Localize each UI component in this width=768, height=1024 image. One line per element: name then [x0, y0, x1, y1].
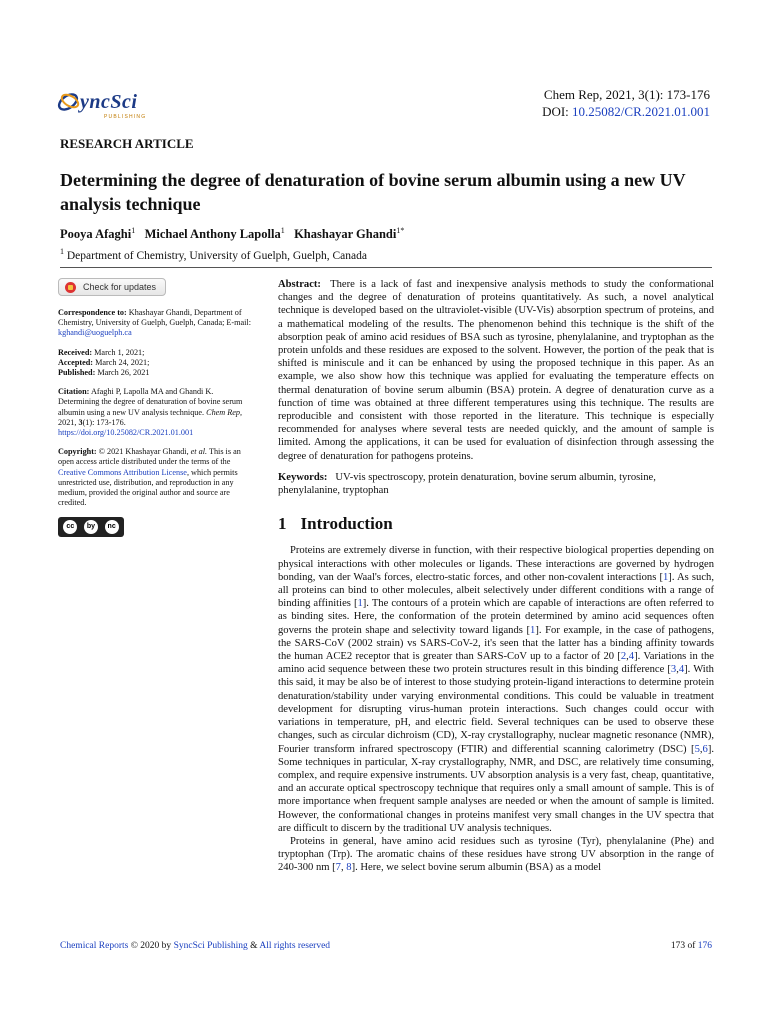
journal-line: Chem Rep, 2021, 3(1): 173-176 [543, 87, 710, 102]
cc-license-link[interactable]: Creative Commons Attribution License [58, 467, 187, 477]
copyright: Copyright: © 2021 Khashayar Ghandi, et al. This is an open access article distributed under the terms of the Creative Commons Attribution License, which permits unrestricted use, distribution, and reproduction in any medium, provided the original author and source are credited. [58, 447, 241, 508]
correspondence: Correspondence to: Khashayar Ghandi, Department of Chemistry, University of Guelph, Guelph, Canada; E-mail: kghandi@uoguelph.ca [58, 308, 251, 338]
ref-link[interactable]: 1 [663, 571, 669, 583]
footer-rights-link[interactable]: All rights reserved [259, 941, 331, 951]
abstract: Abstract: There is a lack of fast and inexpensive analysis methods to study the conformational changes and the degree of denaturation of proteins quantitatively. As such, a novel analytical technique is developed based on the ultraviolet-visible (UV-Vis) absorption spectrum of proteins, and a mathematical modeling of the results. The phenomenon behind this technique is the shift of the absorption peak of amino acid residues of BSA such as tyrosine, phenylalanine, and tryptophan as the protein unfolds and these residues are exposed to the solvent. However, the portion of the peak that is shifted is miniscule and it can be enhanced by using the proposed technique in this paper. As an example, we also show how this technique was applied for evaluating the temperature effects on thermal denaturation of bovine serum albumin (BSA) protein. A degree of denaturation curve as a function of time was obtained at three different temperatures using this technique. The results are reproducible and consistent with those reported in the literature. This technique is especially recommended for analyses where several tests are needed quickly, and the amount of sample is limited. Among the applications, it can be used for evaluation of disinfection through assessing the degree of denaturation for pathogens proteins. [278, 279, 714, 462]
doi-link[interactable]: 10.25082/CR.2021.01.001 [572, 104, 710, 119]
syncsci-logo-icon [56, 88, 82, 116]
total-pages-link[interactable]: 176 [697, 941, 712, 951]
article-title: Determining the degree of denaturation of bovine serum albumin using a new UV analysis technique [60, 170, 686, 214]
footer-publisher-link[interactable]: SyncSci Publishing [173, 941, 248, 951]
ref-link[interactable]: 1 [357, 598, 363, 610]
check-updates-icon [65, 282, 76, 293]
intro-paragraph-2: Proteins in general, have amino acid residues such as tyrosine (Tyr), phenylalanine (Phe) and tryptophan (Trp). The aromatic chains of these residues have strong UV absorption in the range of 240-300 nm [7, 8]. Here, we select bovine serum albumin (BSA) as a model [278, 835, 714, 874]
by-icon: by [84, 520, 98, 534]
ref-link[interactable]: 7 [335, 862, 341, 874]
nc-icon: nc [105, 520, 119, 534]
keywords: Keywords: UV-vis spectroscopy, protein denaturation, bovine serum albumin, tyrosine, phenylalanine, tryptophan [278, 471, 656, 497]
cc-license-badge[interactable] [58, 517, 124, 537]
author-name: Pooya Afaghi [60, 227, 132, 242]
author-name: Khashayar Ghandi [294, 227, 397, 242]
publisher-logo [56, 88, 206, 122]
author-name: Michael Anthony Lapolla [144, 227, 281, 242]
section-heading: 1 Introduction [278, 514, 393, 534]
ref-link[interactable]: 1 [530, 624, 536, 636]
logo-text: yncSci [80, 91, 138, 113]
citation: Citation: Afaghi P, Lapolla MA and Ghandi K. Determining the degree of denaturation of bovine serum albumin using a new UV analysis technique. Chem Rep, 2021, 3(1): 173-176. https://doi.org/10.25082/CR.2021.01.001 [58, 387, 243, 438]
author-list: Pooya Afaghi$^1$ Michael Anthony Lapolla$^1$ Khashayar Ghandi$^{1*}$ [60, 226, 405, 242]
ref-link[interactable]: 2 [620, 651, 627, 663]
ref-link[interactable]: 4 [678, 664, 685, 676]
article-type: RESEARCH ARTICLE [60, 136, 194, 151]
footer-journal-link[interactable]: Chemical Reports [60, 941, 129, 951]
header-divider [60, 267, 712, 268]
ref-link[interactable]: 8 [346, 862, 352, 874]
ref-link[interactable]: 3 [670, 664, 677, 676]
ref-link[interactable]: 5 [694, 743, 700, 755]
doi-line: DOI: 10.25082/CR.2021.01.001 [542, 104, 710, 119]
page-number: 173 of 176 [670, 941, 712, 951]
citation-doi-link[interactable]: https://doi.org/10.25082/CR.2021.01.001 [58, 428, 194, 438]
intro-paragraph-1: Proteins are extremely diverse in function, with their respective biological properties depending on physical interactions with other molecules or ligands. These interactions are governed by hydrogen bonding, van der Waal's forces, electro-static forces, and other non-covalent interactions [1]. As such, all proteins can bind to other molecules, albeit selectively under different conditions with a range of binding affinities [1]. The contours of a protein which are capable of interactions are often referred to as binding sites. Here, the conformation of the protein determined by amino acid sequences often governs the protein shape and selectivity toward ligands [1]. For example, in the case of pathogens, the SARS-CoV (2002 strain) vs SARS-CoV-2, it's seen that the latter has a binding affinity towards the human ACE2 receptor that is greater than SARS-CoV up to a factor of 20 [2,4]. Variations in the amino acid sequence between these two protein structures result in this binding difference [3,4]. With this said, it may be also be of interest to those studying protein-ligand interactions to determine protein denaturation/stability under varying environmental conditions. This could be valuable in treatment development for disrupting virus-human protein interactions. Such changes could occur with variations in temperature, pH, and electric field. Several techniques can be used to observe these changes, such as circular dichroism (CD), X-ray crystallography, nuclear magnetic resonance (NMR), Fourier transform infrared spectroscopy (FTIR) and differential scanning calorimetry (DSC) [5,6]. Some techniques in particular, X-ray crystallography, NMR, and DSC, are relatively time consuming, complex, and require expensive instruments. UV absorption analysis is a very fast, cheap, quantitative, and an accurate optical spectroscopy technique that requires only a small amount of sample. This is of more importance when frequent sample analyses are needed or when the amount of sample is limited. However, the conformational changes in proteins manifest very small changes in the UV spectra that are difficult to discern by the traditional UV analysis techniques. [278, 545, 714, 834]
ref-link[interactable]: 6 [702, 743, 708, 755]
page-footer: Chemical Reports © 2020 by SyncSci Publishing & All rights reserved 173 of 176 [60, 941, 712, 951]
affiliation: $^1$ Department of Chemistry, University of Guelph, Guelph, Canada [60, 247, 367, 262]
check-for-updates-button[interactable]: Check for updates [58, 278, 166, 296]
ref-link[interactable]: 4 [628, 651, 635, 663]
cc-icon: cc [63, 520, 77, 534]
logo-subtext: PUBLISHING [104, 114, 147, 120]
dates: Received: March 1, 2021; Accepted: March 24, 2021; Published: March 26, 2021 [58, 347, 150, 378]
journal-citation [542, 86, 710, 120]
email-link[interactable]: kghandi@uoguelph.ca [58, 328, 132, 338]
article-sidebar [58, 278, 256, 537]
main-column [278, 278, 714, 875]
